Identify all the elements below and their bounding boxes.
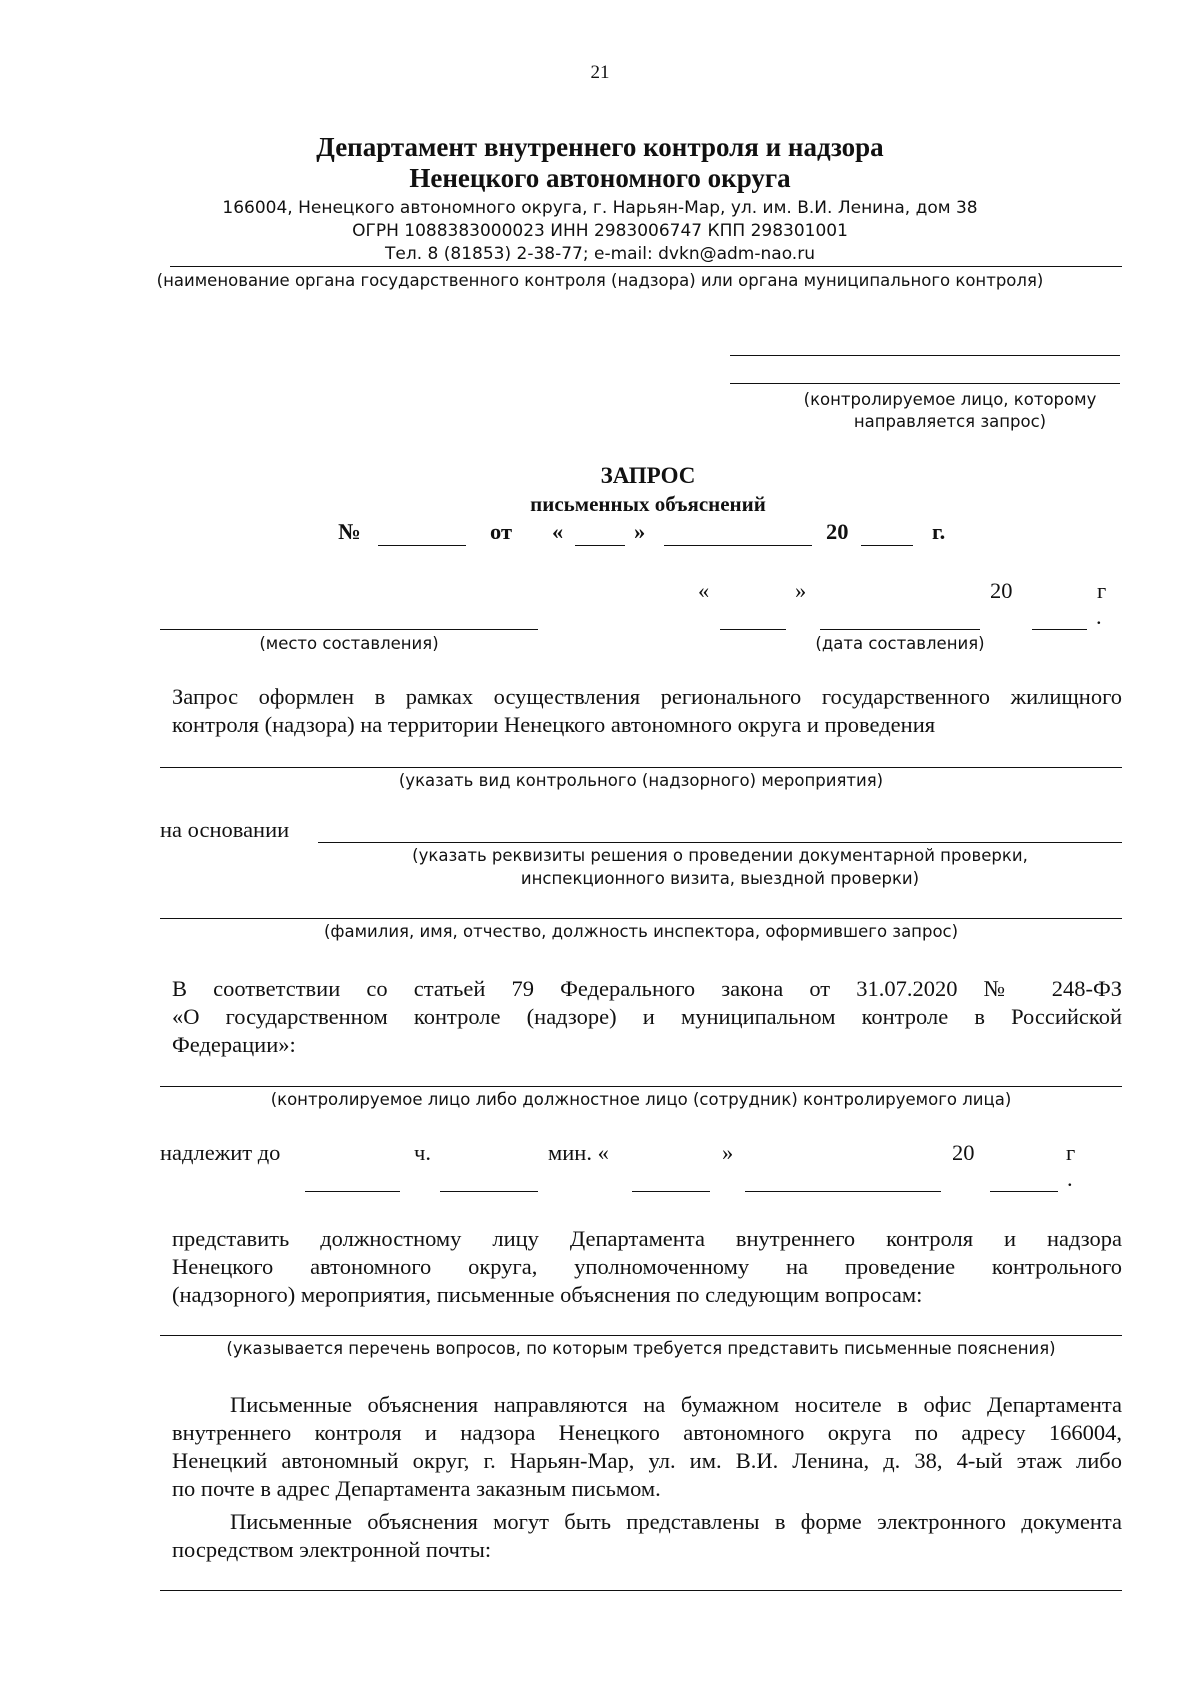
inspector-field[interactable] bbox=[160, 918, 1122, 919]
questions-field[interactable] bbox=[160, 1335, 1122, 1336]
deadline-quote-close: » bbox=[722, 1140, 734, 1165]
submit-line1: представить должностному лицу Департамента внутреннего контроля и надзора bbox=[172, 1226, 1122, 1251]
date-caption: (дата составления) bbox=[815, 634, 985, 653]
recipient-caption-line2: направляется запрос) bbox=[853, 412, 1047, 431]
place-caption: (место составления) bbox=[259, 634, 439, 653]
date-quote-open: « bbox=[698, 578, 710, 603]
basis-label: на основании bbox=[160, 817, 290, 842]
recipient-line-2[interactable] bbox=[730, 383, 1120, 384]
submit-line2: Ненецкого автономного округа, уполномоченному на проведение контрольного bbox=[172, 1254, 1122, 1279]
event-field[interactable] bbox=[160, 767, 1122, 768]
basis-field[interactable] bbox=[318, 842, 1122, 843]
deadline-minutes-field[interactable] bbox=[440, 1191, 538, 1192]
date-year-prefix: 20 bbox=[990, 578, 1013, 603]
inspector-caption: (фамилия, имя, отчество, должность инспектора, оформившего запрос) bbox=[323, 922, 959, 941]
title-number-sign: № bbox=[338, 519, 361, 544]
header-caption: (наименование органа государственного контроля (надзора) или органа муниципального контроля) bbox=[156, 271, 1044, 290]
recipient-line-1[interactable] bbox=[730, 355, 1120, 356]
deadline-dot: . bbox=[1067, 1166, 1073, 1191]
date-year-field[interactable] bbox=[1032, 629, 1087, 630]
title-line1: ЗАПРОС bbox=[600, 463, 696, 488]
department-title-line2: Ненецкого автономного округа bbox=[409, 163, 791, 193]
deadline-hours-field[interactable] bbox=[305, 1191, 400, 1192]
law-line2: «О государственном контроле (надзоре) и муниципальном контроле в Российской bbox=[172, 1004, 1122, 1029]
title-year-suffix: г. bbox=[932, 519, 946, 544]
title-line2: письменных объяснений bbox=[530, 492, 766, 516]
page-number: 21 bbox=[590, 62, 610, 83]
place-field[interactable] bbox=[160, 629, 538, 630]
delivery-p1-line3: Ненецкий автономный округ, г. Нарьян-Мар, ул. им. В.И. Ленина, д. 38, 4-ый этаж либо bbox=[172, 1448, 1122, 1473]
event-caption: (указать вид контрольного (надзорного) мероприятия) bbox=[398, 771, 884, 790]
deadline-hours-label: ч. bbox=[414, 1140, 431, 1165]
law-line3: Федерации»: bbox=[172, 1032, 296, 1057]
title-from: от bbox=[490, 519, 513, 544]
date-month-field[interactable] bbox=[820, 629, 980, 630]
deadline-year-field[interactable] bbox=[990, 1191, 1058, 1192]
date-dot: . bbox=[1096, 604, 1102, 629]
date-quote-close: » bbox=[795, 578, 807, 603]
header-divider bbox=[170, 266, 1122, 267]
basis-caption-line1: (указать реквизиты решения о проведении документарной проверки, bbox=[412, 846, 1028, 865]
delivery-p1-line1: Письменные объяснения направляются на бумажном носителе в офис Департамента bbox=[230, 1392, 1122, 1417]
date-year-suffix: г bbox=[1097, 578, 1107, 603]
title-month-field[interactable] bbox=[664, 545, 812, 546]
delivery-p1-line2: внутреннего контроля и надзора Ненецкого автономного округа по адресу 166004, bbox=[172, 1420, 1122, 1445]
deadline-year-suffix: г bbox=[1066, 1140, 1076, 1165]
submit-line3: (надзорного) мероприятия, письменные объяснения по следующим вопросам: bbox=[172, 1282, 923, 1307]
deadline-label: надлежит до bbox=[160, 1140, 281, 1165]
department-address: 166004, Ненецкого автономного округа, г. Нарьян-Мар, ул. им. В.И. Ленина, дом 38 bbox=[222, 198, 978, 218]
department-title-line1: Департамент внутреннего контроля и надзора bbox=[316, 132, 884, 162]
email-field[interactable] bbox=[160, 1590, 1122, 1591]
date-day-field[interactable] bbox=[720, 629, 786, 630]
recipient-caption-line1: (контролируемое лицо, которому bbox=[803, 390, 1097, 409]
deadline-year-prefix: 20 bbox=[952, 1140, 975, 1165]
person-field[interactable] bbox=[160, 1086, 1122, 1087]
intro-line1: Запрос оформлен в рамках осуществления регионального государственного жилищного bbox=[172, 684, 1122, 709]
law-line1: В соответствии со статьей 79 Федерального закона от 31.07.2020 № 248-ФЗ bbox=[172, 976, 1122, 1001]
questions-caption: (указывается перечень вопросов, по которым требуется представить письменные пояснения) bbox=[226, 1339, 1056, 1358]
department-registry: ОГРН 1088383000023 ИНН 2983006747 КПП 298301001 bbox=[352, 221, 848, 241]
basis-caption-line2: инспекционного визита, выездной проверки) bbox=[520, 869, 920, 888]
department-contacts: Тел. 8 (81853) 2-38-77; e-mail: dvkn@adm-nao.ru bbox=[385, 244, 815, 264]
person-caption: (контролируемое лицо либо должностное лицо (сотрудник) контролируемого лица) bbox=[270, 1090, 1012, 1109]
title-quote-close: » bbox=[634, 519, 646, 544]
title-number-field[interactable] bbox=[378, 545, 466, 546]
title-quote-open: « bbox=[552, 519, 564, 544]
title-year-prefix: 20 bbox=[826, 519, 849, 544]
deadline-month-field[interactable] bbox=[745, 1191, 941, 1192]
delivery-p2-line2: посредством электронной почты: bbox=[172, 1537, 492, 1562]
intro-line2: контроля (надзора) на территории Ненецкого автономного округа и проведения bbox=[172, 712, 936, 737]
delivery-p2-line1: Письменные объяснения могут быть представлены в форме электронного документа bbox=[230, 1509, 1122, 1534]
deadline-day-field[interactable] bbox=[632, 1191, 710, 1192]
title-day-field[interactable] bbox=[575, 545, 625, 546]
deadline-minutes-label: мин. « bbox=[548, 1140, 609, 1165]
delivery-p1-line4: по почте в адрес Департамента заказным письмом. bbox=[172, 1476, 661, 1501]
title-year-field[interactable] bbox=[861, 545, 913, 546]
